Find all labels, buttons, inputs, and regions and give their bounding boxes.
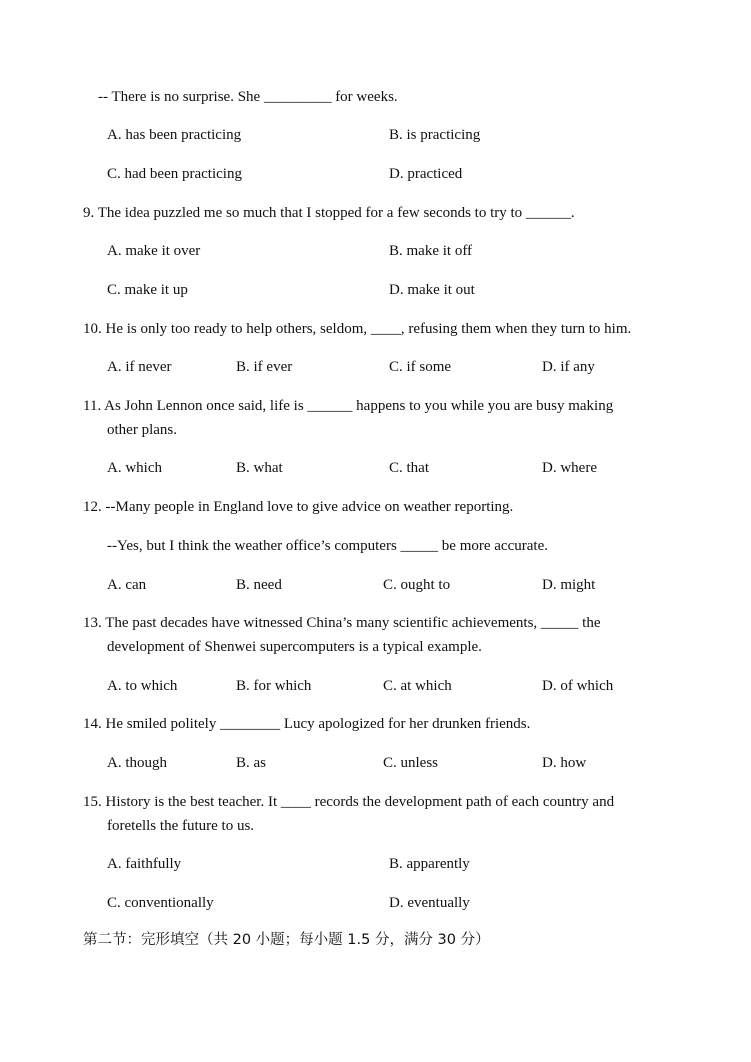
q13-option-d: D. of which [542, 678, 614, 694]
q13-stem-line1: 13. The past decades have witnessed China’s many scientific achievements, _____ the [83, 615, 601, 631]
q14-option-a: A. though [107, 755, 167, 771]
q12-option-c: C. ought to [383, 577, 451, 593]
q9-option-a: A. make it over [107, 243, 201, 259]
q13-option-c: C. at which [383, 678, 452, 694]
q8-option-a: A. has been practicing [107, 127, 242, 143]
q15-option-b: B. apparently [389, 856, 470, 872]
q11-option-a: A. which [107, 460, 162, 476]
q10-option-c: C. if some [389, 359, 452, 375]
q13-option-b: B. for which [236, 678, 312, 694]
q9-option-b: B. make it off [389, 243, 473, 259]
q8-stem: -- There is no surprise. She _________ for weeks. [98, 89, 398, 105]
section2-heading: 第二节：完形填空（共 20 小题；每小题 1.5 分，满分 30 分） [83, 932, 490, 948]
q11-option-c: C. that [389, 460, 429, 476]
q9-stem: 9. The idea puzzled me so much that I stopped for a few seconds to try to ______. [83, 205, 575, 221]
q11-option-b: B. what [236, 460, 283, 476]
q13-option-a: A. to which [107, 678, 178, 694]
q11-stem-line1: 11. As John Lennon once said, life is ______ happens to you while you are busy making [83, 398, 614, 414]
q9-option-c: C. make it up [107, 282, 188, 298]
q13-stem-line2: development of Shenwei supercomputers is a typical example. [107, 639, 482, 655]
q10-option-a: A. if never [107, 359, 172, 375]
q15-option-c: C. conventionally [107, 895, 214, 911]
q12-option-d: D. might [542, 577, 596, 593]
q15-option-d: D. eventually [389, 895, 470, 911]
q12-option-b: B. need [236, 577, 282, 593]
q15-stem-line1: 15. History is the best teacher. It ____ records the development path of each country and [83, 794, 615, 810]
q11-option-d: D. where [542, 460, 597, 476]
q12-stem-line1: 12. --Many people in England love to give advice on weather reporting. [83, 499, 514, 515]
q12-stem-line2: --Yes, but I think the weather office’s computers _____ be more accurate. [107, 538, 548, 554]
q10-option-b: B. if ever [236, 359, 293, 375]
q9-option-d: D. make it out [389, 282, 475, 298]
q14-option-b: B. as [236, 755, 266, 771]
q14-option-d: D. how [542, 755, 587, 771]
q8-option-d: D. practiced [389, 166, 463, 182]
q11-stem-line2: other plans. [107, 422, 177, 438]
q8-option-b: B. is practicing [389, 127, 481, 143]
q8-option-c: C. had been practicing [107, 166, 242, 182]
q14-option-c: C. unless [383, 755, 439, 771]
q10-stem: 10. He is only too ready to help others, seldom, ____, refusing them when they turn to him. [83, 321, 632, 337]
q12-option-a: A. can [107, 577, 147, 593]
q15-option-a: A. faithfully [107, 856, 182, 872]
q14-stem: 14. He smiled politely ________ Lucy apologized for her drunken friends. [83, 716, 531, 732]
q15-stem-line2: foretells the future to us. [107, 818, 255, 834]
q10-option-d: D. if any [542, 359, 595, 375]
